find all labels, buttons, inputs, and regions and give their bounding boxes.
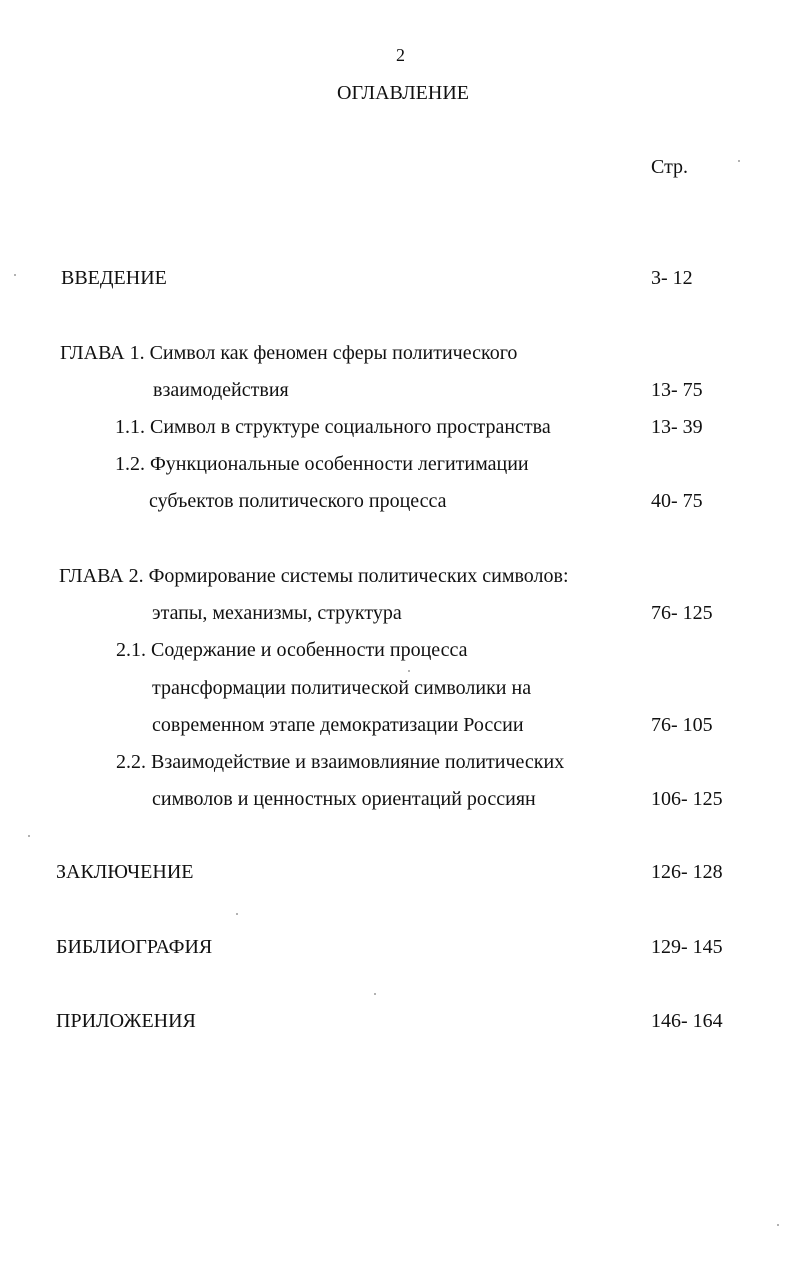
- toc-section-2-1-title-line1: 2.1. Содержание и особенности процесса: [116, 639, 468, 661]
- scan-speck: [408, 670, 410, 672]
- toc-chapter1-title-line1: ГЛАВА 1. Символ как феномен сферы политического: [60, 342, 518, 364]
- toc-section-1-2-pages: 40- 75: [651, 490, 703, 512]
- toc-chapter2-title-line1: ГЛАВА 2. Формирование системы политических символов:: [59, 565, 569, 587]
- toc-appendices-pages: 146- 164: [651, 1010, 723, 1032]
- pages-column-label: Стр.: [651, 156, 689, 178]
- scan-speck: [777, 1224, 779, 1226]
- toc-section-1-2-title-line2: субъектов политического процесса: [149, 490, 447, 512]
- toc-section-2-2-title-line2: символов и ценностных ориентаций россиян: [152, 788, 536, 810]
- page-number: 2: [396, 45, 405, 65]
- toc-section-2-1-title-line2: трансформации политической символики на: [152, 677, 532, 699]
- scan-speck: [28, 835, 30, 837]
- scan-speck: [738, 160, 740, 162]
- scan-speck: [14, 274, 16, 276]
- toc-conclusion-label: ЗАКЛЮЧЕНИЕ: [56, 861, 194, 883]
- toc-section-1-2-title-line1: 1.2. Функциональные особенности легитимации: [115, 453, 529, 475]
- toc-bibliography-pages: 129- 145: [651, 936, 723, 958]
- scan-speck: [374, 993, 376, 995]
- toc-appendices-label: ПРИЛОЖЕНИЯ: [56, 1010, 196, 1032]
- toc-section-2-2-pages: 106- 125: [651, 788, 723, 810]
- toc-conclusion-pages: 126- 128: [651, 861, 723, 883]
- scan-speck: [236, 913, 238, 915]
- toc-bibliography-label: БИБЛИОГРАФИЯ: [56, 936, 213, 958]
- toc-section-2-1-pages: 76- 105: [651, 714, 713, 736]
- toc-intro-label: ВВЕДЕНИЕ: [61, 267, 167, 289]
- toc-section-2-1-title-line3: современном этапе демократизации России: [152, 714, 524, 736]
- toc-chapter2-pages: 76- 125: [651, 602, 713, 624]
- toc-section-1-1-pages: 13- 39: [651, 416, 703, 438]
- toc-section-1-1-title: 1.1. Символ в структуре социального пространства: [115, 416, 551, 438]
- toc-chapter2-title-line2: этапы, механизмы, структура: [152, 602, 402, 624]
- page-title: ОГЛАВЛЕНИЕ: [337, 82, 469, 104]
- toc-chapter1-pages: 13- 75: [651, 379, 703, 401]
- toc-section-2-2-title-line1: 2.2. Взаимодействие и взаимовлияние политических: [116, 751, 565, 773]
- toc-intro-pages: 3- 12: [651, 267, 693, 289]
- toc-chapter1-title-line2: взаимодействия: [153, 379, 289, 401]
